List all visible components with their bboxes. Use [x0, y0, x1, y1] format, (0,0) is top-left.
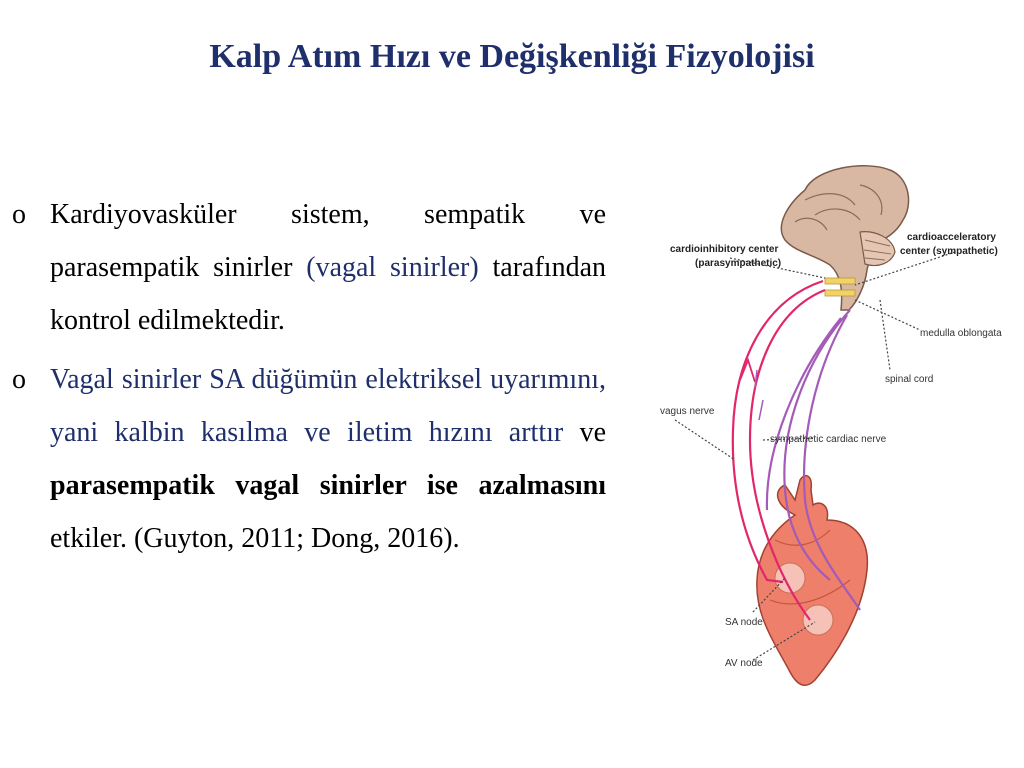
bullet-1-segment-2: (vagal sinirler)	[306, 252, 479, 283]
bullet-text-1	[50, 188, 606, 347]
bullet-2-segment-1: Vagal sinirler SA düğümün elektriksel uyarımını, yani kalbin kasılma ve iletim hızını arttır	[50, 364, 606, 448]
label-vagus-nerve: vagus nerve	[660, 406, 715, 417]
slide-title: Kalp Atım Hızı ve Değişkenliği Fizyolojisi	[209, 38, 815, 75]
label-sympathetic-nerve: sympathetic cardiac nerve	[770, 434, 887, 445]
bullet-marker: o	[12, 199, 26, 230]
bullet-item-1	[12, 188, 612, 347]
label-av-node: AV node	[725, 658, 763, 669]
label-sa-node: SA node	[725, 617, 763, 628]
bullet-2-segment-2: ve	[563, 417, 606, 448]
bullet-1-segment-1: Kardiyovasküler sistem, sempatik ve parasempatik sinirler	[50, 199, 606, 283]
bullet-marker: o	[12, 364, 26, 395]
label-medulla: medulla oblongata	[920, 328, 1002, 339]
label-cardioaccelerator: cardioacceleratory	[907, 232, 996, 243]
bullet-item-2	[12, 353, 612, 565]
label-cardioinhibitory: cardioinhibitory center	[670, 244, 779, 255]
bullet-2-segment-4: etkiler. (Guyton, 2011; Dong, 2016).	[50, 523, 460, 554]
label-cardioinhibitory-sub: (parasympathetic)	[695, 258, 782, 269]
heart-nerve-diagram	[655, 160, 1024, 720]
label-cardioaccelerator-sub: center (sympathetic)	[900, 246, 998, 257]
bullet-text-2	[50, 353, 606, 565]
bullet-list	[12, 188, 612, 571]
bullet-1-segment-3: tarafından kontrol edilmektedir.	[50, 252, 606, 336]
label-spinal-cord: spinal cord	[885, 374, 934, 385]
brain-illustration	[781, 166, 908, 310]
bullet-2-segment-3: parasempatik vagal sinirler ise azalmasını	[50, 470, 606, 501]
